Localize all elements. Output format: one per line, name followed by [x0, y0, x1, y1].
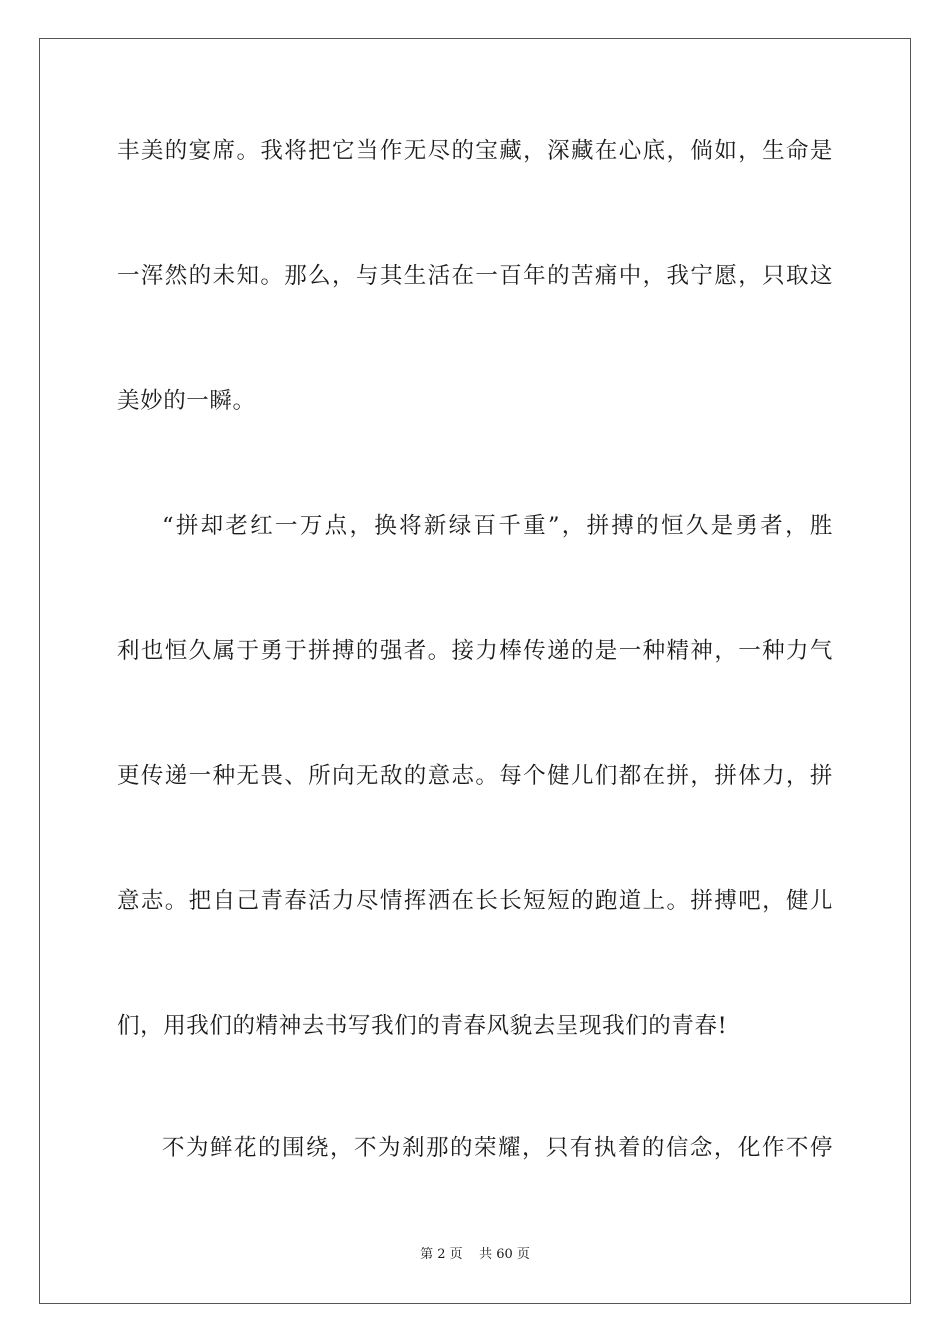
body-text-line: 利也恒久属于勇于拼搏的强者。接力棒传递的是一种精神，一种力气 — [117, 638, 833, 664]
body-text-line: 一浑然的未知。那么，与其生活在一百年的苦痛中，我宁愿，只取这 — [117, 263, 833, 289]
body-text-line: 们，用我们的精神去书写我们的青春风貌去呈现我们的青春! — [117, 1013, 728, 1039]
page-number-footer: 第 2 页 共 60 页 — [420, 1247, 530, 1262]
body-text-line: 不为鲜花的围绕，不为刹那的荣耀，只有执着的信念，化作不停 — [162, 1135, 833, 1161]
body-text-line: 丰美的宴席。我将把它当作无尽的宝藏，深藏在心底，倘如，生命是 — [117, 138, 833, 164]
body-text-line: “拼却老红一万点，换将新绿百千重”，拼搏的恒久是勇者，胜 — [162, 513, 833, 539]
body-text-line: 更传递一种无畏、所向无敌的意志。每个健儿们都在拼，拼体力，拼 — [117, 763, 833, 789]
page-border — [39, 38, 911, 1304]
body-text-line: 美妙的一瞬。 — [117, 388, 256, 414]
body-text-line: 意志。把自己青春活力尽情挥洒在长长短短的跑道上。拼搏吧，健儿 — [117, 888, 833, 914]
